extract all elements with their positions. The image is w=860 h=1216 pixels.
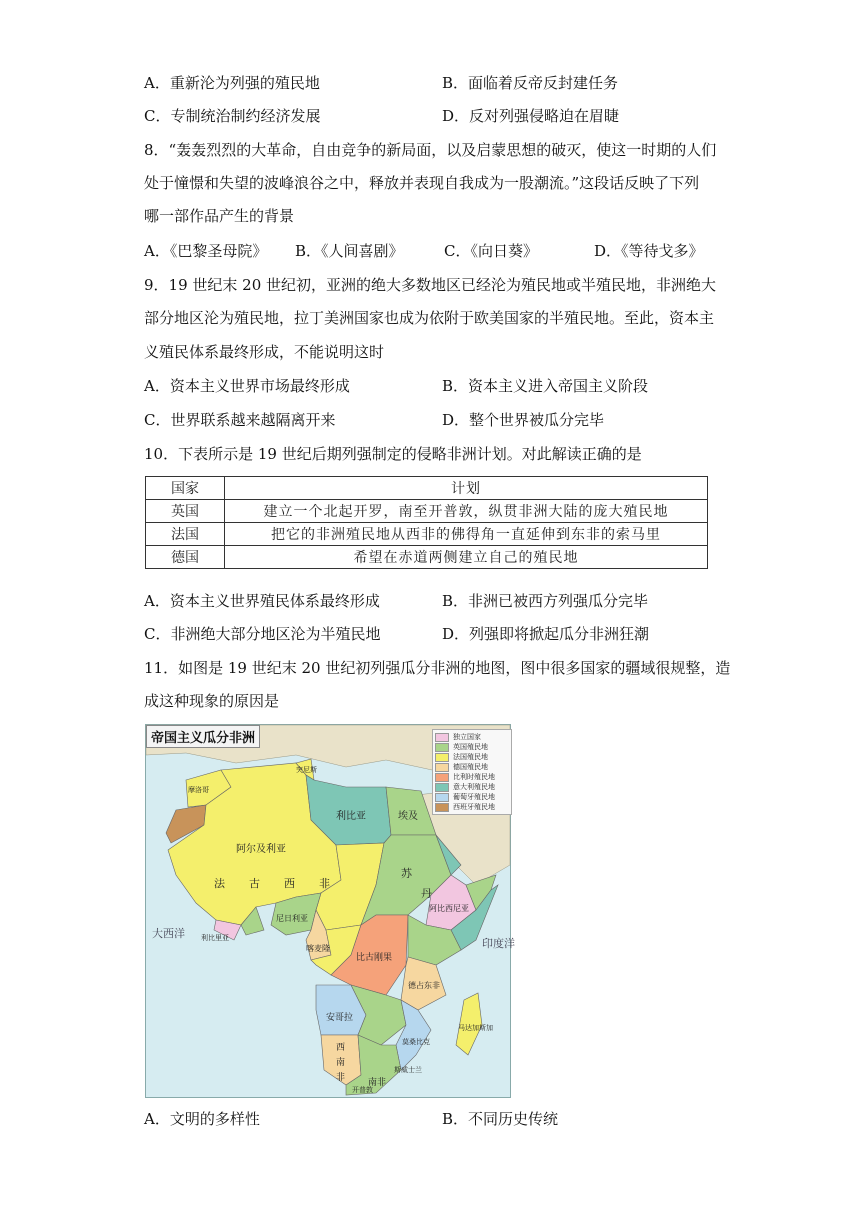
legend-swatch: [435, 773, 449, 782]
map-legend: [432, 729, 512, 815]
legend-label: 比利时殖民地: [453, 773, 495, 781]
map-label-fwa-3: 西: [284, 877, 295, 890]
map-label-angola: 安哥拉: [326, 1013, 354, 1023]
legend-swatch: [435, 803, 449, 812]
q9-option-a: A．资本主义世界市场最终形成: [144, 377, 350, 395]
q9-stem-line-2: 部分地区沦为殖民地，拉丁美洲国家也成为依附于欧美国家的半殖民地。至此，资本主: [144, 309, 715, 327]
q11-option-b: B．不同历史传统: [442, 1110, 559, 1128]
legend-swatch: [435, 753, 449, 762]
table-cell-plan: 希望在赤道两侧建立自己的殖民地: [225, 546, 708, 569]
map-label-fwa-2: 古: [249, 877, 260, 890]
legend-label: 意大利殖民地: [453, 783, 495, 791]
map-label-congo: 比古刚果: [356, 953, 393, 963]
legend-item: [435, 802, 509, 812]
q11-stem-line-1: 11．如图是 19 世纪末 20 世纪初列强瓜分非洲的地图，图中很多国家的疆域很规整，造: [144, 659, 731, 677]
map-label-sw-2: 南: [336, 1058, 346, 1068]
q8-stem-line-2: 处于憧憬和失望的波峰浪谷之中，释放并表现自我成为一股潮流。”这段话反映了下列: [144, 174, 700, 192]
legend-item: [435, 792, 509, 802]
map-label-sw-3: 非: [336, 1073, 346, 1083]
map-label-atlantic: 大西洋: [152, 927, 185, 940]
map-label-cameroon: 喀麦隆: [306, 944, 330, 953]
table-header-row: [146, 477, 708, 500]
legend-item: [435, 732, 509, 742]
table-row: [146, 546, 708, 569]
q10-option-a: A．资本主义世界殖民体系最终形成: [144, 592, 380, 610]
legend-item: [435, 742, 509, 752]
q9-stem-line-1: 9．19 世纪末 20 世纪初，亚洲的绝大多数地区已经沦为殖民地或半殖民地，非洲绝大: [144, 276, 717, 294]
legend-swatch: [435, 763, 449, 772]
table-header-country: 国家: [146, 477, 225, 500]
map-title: 帝国主义瓜分非洲: [146, 725, 260, 748]
q9-stem-line-3: 义殖民体系最终形成，不能说明这时: [144, 343, 385, 361]
table-cell-plan: 把它的非洲殖民地从西非的佛得角一直延伸到东非的索马里: [225, 523, 708, 546]
q11-option-a: A．文明的多样性: [144, 1110, 260, 1128]
legend-label: 西班牙殖民地: [453, 803, 495, 811]
legend-swatch: [435, 793, 449, 802]
q8-stem-line-1: 8．“轰轰烈烈的大革命，自由竞争的新局面，以及启蒙思想的破灭，使这一时期的人们: [144, 141, 717, 159]
legend-item: [435, 752, 509, 762]
map-label-ethiopia: 阿比西尼亚: [429, 904, 469, 913]
q8-option-b: B．《人间喜剧》: [295, 242, 404, 260]
legend-swatch: [435, 743, 449, 752]
table-cell-plan: 建立一个北起开罗，南至开普敦，纵贯非洲大陆的庞大殖民地: [225, 500, 708, 523]
q9-option-c: C．世界联系越来越隔离开来: [144, 411, 336, 429]
map-label-fwa-1: 法: [214, 877, 225, 890]
legend-label: 法国殖民地: [453, 753, 488, 761]
legend-item: [435, 782, 509, 792]
map-label-liberia: 利比里亚: [201, 934, 229, 942]
map-label-sudan-2: 丹: [421, 887, 432, 900]
map-label-south-africa: 南非: [368, 1078, 387, 1088]
q7-option-c: C．专制统治制约经济发展: [144, 107, 321, 125]
table-row: [146, 500, 708, 523]
table-cell-country: 英国: [146, 500, 225, 523]
map-label-indian-ocean: 印度洋: [482, 937, 515, 950]
legend-item: [435, 762, 509, 772]
map-label-sudan-1: 苏: [401, 867, 412, 880]
legend-label: 独立国家: [453, 733, 481, 741]
q8-option-a: A．《巴黎圣母院》: [144, 242, 268, 260]
q10-option-c: C．非洲绝大部分地区沦为半殖民地: [144, 625, 381, 643]
legend-swatch: [435, 733, 449, 742]
legend-label: 英国殖民地: [453, 743, 488, 751]
q10-option-d: D．列强即将掀起瓜分非洲狂潮: [442, 625, 650, 643]
map-label-tunisia: 突尼斯: [296, 766, 317, 774]
q11-stem-line-2: 成这种现象的原因是: [144, 692, 280, 710]
q8-option-c: C．《向日葵》: [444, 242, 538, 260]
colonial-plan-table: [145, 476, 708, 569]
legend-label: 德国殖民地: [453, 763, 488, 771]
q7-option-b: B．面临着反帝反封建任务: [442, 74, 619, 92]
map-label-morocco: 摩洛哥: [188, 786, 209, 794]
map-label-gea: 德占东非: [408, 981, 440, 990]
map-label-sw-1: 西: [336, 1043, 346, 1053]
map-label-fwa-4: 非: [319, 877, 330, 890]
table-header-plan: 计划: [225, 477, 708, 500]
africa-partition-map: [145, 724, 515, 1098]
q7-option-d: D．反对列强侵略迫在眉睫: [442, 107, 620, 125]
q10-option-b: B．非洲已被西方列强瓜分完毕: [442, 592, 649, 610]
map-label-libya: 利比亚: [336, 811, 366, 822]
q10-stem: 10．下表所示是 19 世纪后期列强制定的侵略非洲计划。对此解读正确的是: [144, 445, 642, 463]
map-label-swaziland: 斯威士兰: [394, 1066, 422, 1074]
map-label-algeria: 阿尔及利亚: [236, 844, 286, 855]
table-cell-country: 法国: [146, 523, 225, 546]
table-row: [146, 523, 708, 546]
q9-option-d: D．整个世界被瓜分完毕: [442, 411, 605, 429]
map-label-cape-town: 开普敦: [352, 1086, 373, 1094]
legend-swatch: [435, 783, 449, 792]
q8-option-d: D．《等待戈多》: [594, 242, 704, 260]
q7-option-a: A．重新沦为列强的殖民地: [144, 74, 320, 92]
map-label-egypt: 埃及: [398, 811, 418, 822]
map-label-madagascar: 马达加斯加: [458, 1024, 493, 1032]
table-cell-country: 德国: [146, 546, 225, 569]
q9-option-b: B．资本主义进入帝国主义阶段: [442, 377, 649, 395]
map-label-nigeria: 尼日利亚: [276, 914, 308, 923]
q8-stem-line-3: 哪一部作品产生的背景: [144, 207, 295, 225]
legend-item: [435, 772, 509, 782]
map-label-mozambique: 莫桑比克: [402, 1038, 430, 1046]
legend-label: 葡萄牙殖民地: [453, 793, 495, 801]
